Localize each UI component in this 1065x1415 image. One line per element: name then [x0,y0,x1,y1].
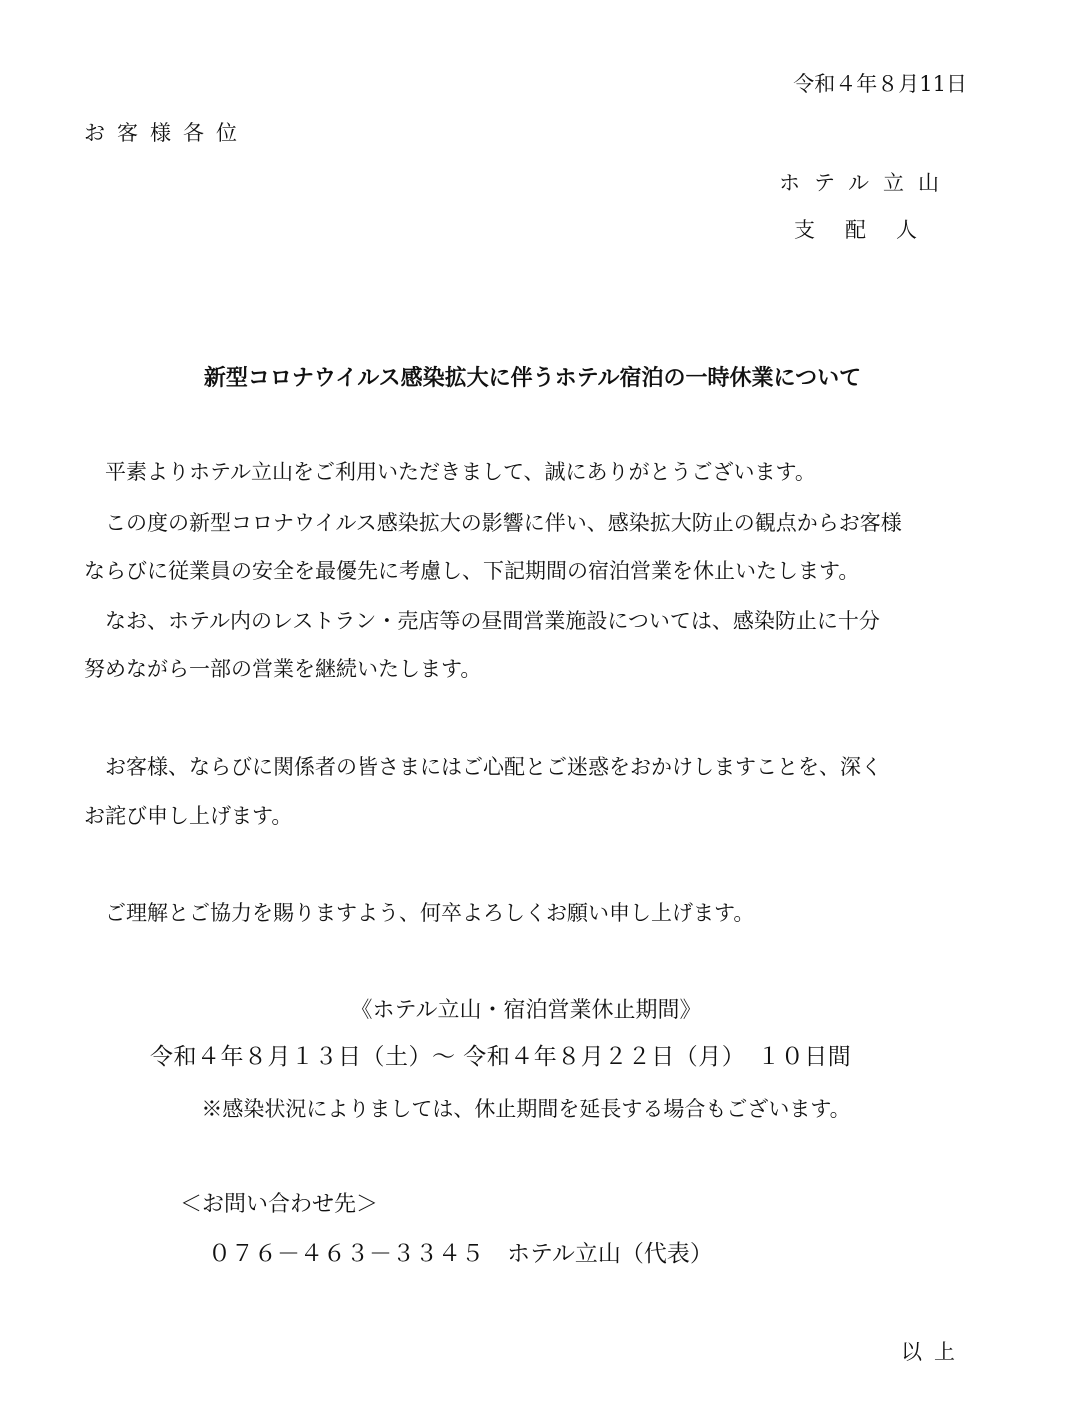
sender-title: 支配人 [794,218,947,242]
closing-mark: 以上 [901,1340,967,1364]
paragraph-daytime-facilities-line1: なお、ホテル内のレストラン・売店等の昼間営業施設については、感染防止に十分 [84,609,880,633]
paragraph-apology-line1: お客様、ならびに関係者の皆さまにはご心配とご迷惑をおかけしますことを、深く [84,755,882,779]
contact-heading: ＜お問い合わせ先＞ [180,1192,379,1217]
document-title: 新型コロナウイルス感染拡大に伴うホテル宿泊の一時休業について [203,365,862,391]
paragraph-daytime-facilities-line2: 努めながら一部の営業を継続いたします。 [84,657,482,681]
addressee: お客様各位 [84,121,249,145]
paragraph-apology-line2: お詫び申し上げます。 [84,804,293,828]
closure-period-heading: 《ホテル立山・宿泊営業休止期間》 [350,998,702,1023]
paragraph-closure-reason-line2: ならびに従業員の安全を最優先に考慮し、下記期間の宿泊営業を休止いたします。 [84,559,860,583]
paragraph-request: ご理解とご協力を賜りますよう、何卒よろしくお願い申し上げます。 [84,901,755,925]
closure-period-note: ※感染状況によりましては、休止期間を延長する場合もございます。 [201,1097,851,1121]
paragraph-greeting: 平素よりホテル立山をご利用いただきまして、誠にありがとうございます。 [84,460,816,484]
sender-organization: ホテル立山 [779,171,953,195]
document-date: 令和４年８月11日 [793,72,967,96]
paragraph-closure-reason-line1: この度の新型コロナウイルス感染拡大の影響に伴い、感染拡大防止の観点からお客様 [84,511,902,535]
closure-period-dates: 令和４年８月１３日（土）～ 令和４年８月２２日（月） １０日間 [150,1044,852,1070]
contact-phone: ０７６－４６３－３３４５ ホテル立山（代表） [208,1241,713,1267]
